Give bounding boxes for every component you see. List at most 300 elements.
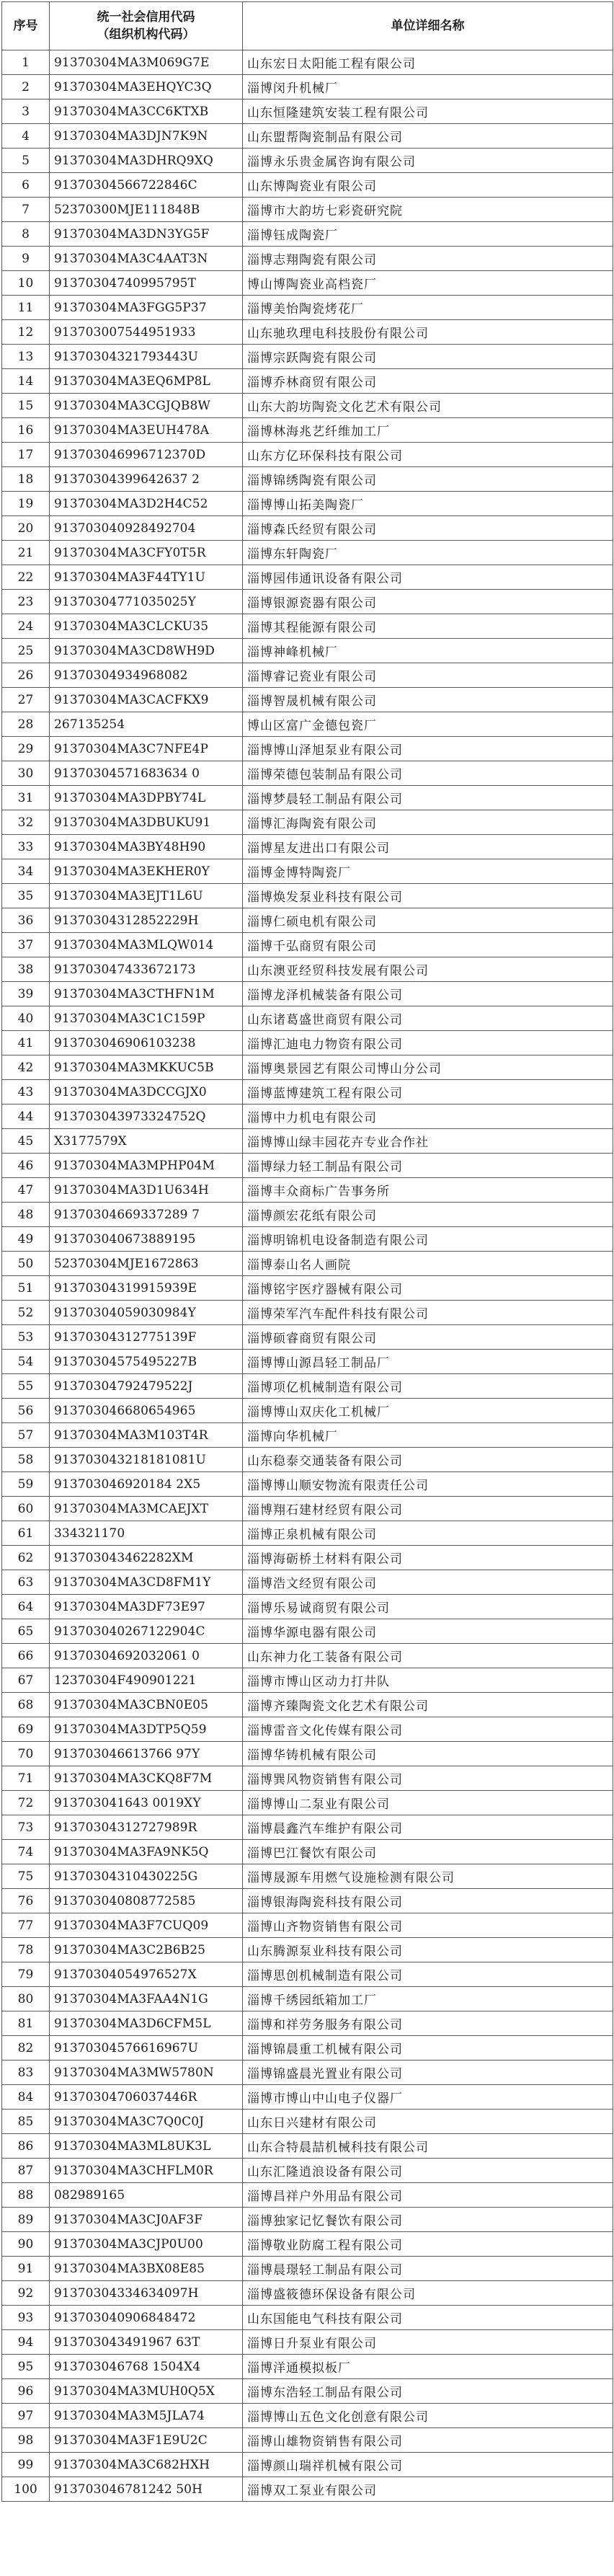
company-name: 淄博丰众商标广告事务所: [243, 1178, 613, 1203]
table-row: [2, 2355, 613, 2379]
company-name: 淄博宗跃陶瓷有限公司: [243, 345, 613, 369]
credit-code: 913703007544951933: [50, 320, 243, 345]
row-number: 3: [2, 99, 50, 124]
row-number: 30: [2, 761, 50, 786]
company-name: 淄博晨璟轻工制品有限公司: [243, 2257, 613, 2281]
credit-code: 91370304MA3EQ6MP8L: [50, 369, 243, 394]
row-number: 50: [2, 1252, 50, 1276]
row-number: 6: [2, 173, 50, 198]
table-row: [2, 1766, 613, 1791]
company-name: 淄博泰山名人画院: [243, 1252, 613, 1276]
company-name: 淄博美怡陶瓷烤花厂: [243, 296, 613, 320]
row-number: 60: [2, 1497, 50, 1521]
table-row: [2, 149, 613, 173]
table-row: [2, 639, 613, 663]
company-name: 淄博正泉机械有限公司: [243, 1521, 613, 1546]
company-name: 山东驰玖理电科技股份有限公司: [243, 320, 613, 345]
row-number: 87: [2, 2159, 50, 2183]
table-row: [2, 737, 613, 761]
row-number: 48: [2, 1203, 50, 1227]
table-row: [2, 2477, 613, 2502]
company-name: 淄博博山拓美陶瓷厂: [243, 492, 613, 516]
credit-code: 91370304MA3D2H4C52: [50, 492, 243, 516]
credit-code: X3177579X: [50, 1129, 243, 1154]
credit-code: 913703040906848472: [50, 2306, 243, 2330]
credit-code: 91370304310430225G: [50, 1864, 243, 1889]
table-row: [2, 50, 613, 75]
row-number: 97: [2, 2404, 50, 2428]
credit-code: 91370304MA3CKQ8F7M: [50, 1766, 243, 1791]
company-name: 淄博荣军汽车配件科技有限公司: [243, 1301, 613, 1325]
row-number: 36: [2, 908, 50, 933]
row-number: 53: [2, 1325, 50, 1350]
table-row: [2, 2281, 613, 2306]
row-number: 20: [2, 516, 50, 541]
company-name: 淄博巽风物资销售有限公司: [243, 1766, 613, 1791]
row-number: 33: [2, 835, 50, 859]
row-number: 73: [2, 1815, 50, 1840]
table-row: [2, 1889, 613, 1913]
company-name: 淄博雷音文化传媒有限公司: [243, 1717, 613, 1742]
row-number: 79: [2, 1962, 50, 1987]
row-number: 8: [2, 222, 50, 247]
table-row: [2, 1472, 613, 1497]
table-row: [2, 688, 613, 712]
row-number: 91: [2, 2257, 50, 2281]
company-name: 淄博龙泽机械装备有限公司: [243, 982, 613, 1006]
credit-code: 082989165: [50, 2183, 243, 2208]
table-row: [2, 1546, 613, 1570]
company-name: 淄博向华机械厂: [243, 1423, 613, 1448]
table-row: [2, 1619, 613, 1644]
credit-code: 913703046781242 50H: [50, 2477, 243, 2502]
company-name: 山东大韵坊陶瓷文化艺术有限公司: [243, 394, 613, 418]
company-name: 淄博奥景园艺有限公司博山分公司: [243, 1055, 613, 1080]
credit-code: 91370304MA3CHFLM0R: [50, 2159, 243, 2183]
credit-code: 91370304MA3MW5780N: [50, 2061, 243, 2085]
table-row: [2, 1840, 613, 1864]
table-row: [2, 2036, 613, 2061]
table-row: [2, 1129, 613, 1154]
table-row: [2, 982, 613, 1006]
table-row: [2, 957, 613, 982]
row-number: 82: [2, 2036, 50, 2061]
company-name: 山东日兴建材有限公司: [243, 2110, 613, 2134]
table-row: [2, 1521, 613, 1546]
row-number: 95: [2, 2355, 50, 2379]
table-row: [2, 761, 613, 786]
credit-code: 91370304MA3D1U634H: [50, 1178, 243, 1203]
credit-code: 91370304MA3C682HXH: [50, 2453, 243, 2477]
company-name: 淄博银海陶瓷科技有限公司: [243, 1889, 613, 1913]
credit-code: 913703046996712370D: [50, 443, 243, 467]
row-number: 77: [2, 1913, 50, 1938]
row-number: 18: [2, 467, 50, 492]
row-number: 58: [2, 1448, 50, 1472]
table-row: [2, 443, 613, 467]
credit-code: 91370304575495227B: [50, 1350, 243, 1374]
company-name: 山东国能电气科技有限公司: [243, 2306, 613, 2330]
company-name: 淄博博山绿丰园花卉专业合作社: [243, 1129, 613, 1154]
header-no: 序号: [2, 2, 50, 50]
credit-code: 91370304399642637 2: [50, 467, 243, 492]
table-row: [2, 1227, 613, 1252]
table-row: [2, 492, 613, 516]
company-name: 淄博博山二泵业有限公司: [243, 1791, 613, 1815]
company-name: 博山区富广金德包瓷厂: [243, 712, 613, 737]
row-number: 99: [2, 2453, 50, 2477]
company-name: 淄博双工泵业有限公司: [243, 2477, 613, 2502]
row-number: 52: [2, 1301, 50, 1325]
table-row: [2, 541, 613, 565]
table-row: [2, 2110, 613, 2134]
table-row: [2, 1962, 613, 1987]
row-number: 7: [2, 198, 50, 222]
row-number: 45: [2, 1129, 50, 1154]
credit-code: 91370304MA3CD8FM1Y: [50, 1570, 243, 1595]
credit-code: 91370304059030984Y: [50, 1301, 243, 1325]
company-name: 淄博博山源昌轻工制品厂: [243, 1350, 613, 1374]
credit-code: 91370304566722846C: [50, 173, 243, 198]
table-row: [2, 1399, 613, 1423]
table-row: [2, 1595, 613, 1619]
company-name: 山东方亿环保科技有限公司: [243, 443, 613, 467]
row-number: 72: [2, 1791, 50, 1815]
company-name: 淄博铭宇医疗器械有限公司: [243, 1276, 613, 1301]
credit-code: 91370304MA3EHQYC3Q: [50, 75, 243, 99]
company-name: 山东汇隆逍浪设备有限公司: [243, 2159, 613, 2183]
row-number: 44: [2, 1105, 50, 1129]
credit-code: 91370304MA3D6CFM5L: [50, 2011, 243, 2036]
row-number: 34: [2, 859, 50, 884]
table-row: [2, 124, 613, 149]
company-name: 淄博巴江餐饮有限公司: [243, 1840, 613, 1864]
table-row: [2, 2085, 613, 2110]
company-name: 淄博锦盛晨光置业有限公司: [243, 2061, 613, 2085]
row-number: 12: [2, 320, 50, 345]
row-number: 41: [2, 1031, 50, 1055]
row-number: 38: [2, 957, 50, 982]
table-row: [2, 1742, 613, 1766]
table-row: [2, 222, 613, 247]
company-name: 淄博其程能源有限公司: [243, 614, 613, 639]
credit-code: 91370304MA3MUH0Q5X: [50, 2379, 243, 2404]
credit-code: 91370304MA3MPHP04M: [50, 1154, 243, 1178]
table-row: [2, 859, 613, 884]
company-name: 淄博晨鑫汽车维护有限公司: [243, 1815, 613, 1840]
table-row: [2, 99, 613, 124]
row-number: 42: [2, 1055, 50, 1080]
credit-code: 91370304571683634 0: [50, 761, 243, 786]
credit-code: 913703046920184 2X5: [50, 1472, 243, 1497]
row-number: 28: [2, 712, 50, 737]
table-row: [2, 394, 613, 418]
row-number: 31: [2, 786, 50, 810]
credit-code: 913703040673889195: [50, 1227, 243, 1252]
company-name: 淄博敬业防腐工程有限公司: [243, 2232, 613, 2257]
row-number: 39: [2, 982, 50, 1006]
credit-code: 91370304MA3C4AAT3N: [50, 247, 243, 271]
row-number: 86: [2, 2134, 50, 2159]
credit-code: 91370304321793443U: [50, 345, 243, 369]
company-name: 淄博市博山中山电子仪器厂: [243, 2085, 613, 2110]
table-row: [2, 1938, 613, 1962]
table-row: [2, 1325, 613, 1350]
company-name: 淄博志翔陶瓷有限公司: [243, 247, 613, 271]
company-name: 淄博神峰机械厂: [243, 639, 613, 663]
row-number: 90: [2, 2232, 50, 2257]
row-number: 57: [2, 1423, 50, 1448]
table-row: [2, 75, 613, 99]
company-name: 淄博硕睿商贸有限公司: [243, 1325, 613, 1350]
company-name: 淄博颜山瑞祥机械有限公司: [243, 2453, 613, 2477]
credit-code: 91370304MA3C2B6B25: [50, 1938, 243, 1962]
credit-code: 91370304MA3CJP0U00: [50, 2232, 243, 2257]
company-name: 淄博浩文经贸有限公司: [243, 1570, 613, 1595]
row-number: 71: [2, 1766, 50, 1791]
row-number: 63: [2, 1570, 50, 1595]
credit-code: 91370304MA3CC6KTXB: [50, 99, 243, 124]
credit-code: 913703043491967 63T: [50, 2330, 243, 2355]
credit-code: 52370300MJE111848B: [50, 198, 243, 222]
row-number: 98: [2, 2428, 50, 2453]
table-row: [2, 1031, 613, 1055]
table-row: [2, 1178, 613, 1203]
table-row: [2, 1570, 613, 1595]
table-row: [2, 271, 613, 296]
company-name: 淄博千绣园纸箱加工厂: [243, 1987, 613, 2011]
company-name: 山东腾源泵业科技有限公司: [243, 1938, 613, 1962]
row-number: 65: [2, 1619, 50, 1644]
credit-code: 91370304MA3C1C159P: [50, 1006, 243, 1031]
company-name: 淄博晟源车用燃气设施检测有限公司: [243, 1864, 613, 1889]
row-number: 49: [2, 1227, 50, 1252]
table-row: [2, 247, 613, 271]
header-code-line1: 统一社会信用代码: [97, 10, 195, 25]
table-row: [2, 1006, 613, 1031]
company-name: 淄博和祥劳务服务有限公司: [243, 2011, 613, 2036]
credit-code: 91370304MA3EUH478A: [50, 418, 243, 443]
table-row: [2, 786, 613, 810]
company-name: 淄博永乐贵金属咨询有限公司: [243, 149, 613, 173]
credit-code: 91370304MA3FA9NK5Q: [50, 1840, 243, 1864]
company-name: 淄博昌祥户外用品有限公司: [243, 2183, 613, 2208]
row-number: 56: [2, 1399, 50, 1423]
company-name: 山东澳亚经贸科技发展有限公司: [243, 957, 613, 982]
row-number: 66: [2, 1644, 50, 1668]
company-name: 淄博智晟机械有限公司: [243, 688, 613, 712]
row-number: 37: [2, 933, 50, 957]
table-row: [2, 345, 613, 369]
company-name: 淄博银源瓷器有限公司: [243, 590, 613, 614]
credit-code: 91370304MA3EJT1L6U: [50, 884, 243, 908]
table-row: [2, 1448, 613, 1472]
company-name: 山东神力化工装备有限公司: [243, 1644, 613, 1668]
table-row: [2, 2011, 613, 2036]
credit-code: 91370304MA3MLQW014: [50, 933, 243, 957]
credit-code: 91370304MA3BY48H90: [50, 835, 243, 859]
credit-code: 91370304MA3CTHFN1M: [50, 982, 243, 1006]
company-name: 淄博齐臻陶瓷文化艺术有限公司: [243, 1693, 613, 1717]
company-name: 淄博星友进出口有限公司: [243, 835, 613, 859]
company-name: 淄博森氏经贸有限公司: [243, 516, 613, 541]
row-number: 85: [2, 2110, 50, 2134]
row-number: 84: [2, 2085, 50, 2110]
table-row: [2, 1080, 613, 1105]
table-row: [2, 835, 613, 859]
table-row: [2, 2134, 613, 2159]
table-header: [2, 2, 613, 50]
company-name: 淄博山齐物资销售有限公司: [243, 1913, 613, 1938]
row-number: 43: [2, 1080, 50, 1105]
credit-code: 91370304MA3EKHER0Y: [50, 859, 243, 884]
table-row: [2, 1423, 613, 1448]
company-name: 淄博睿记瓷业有限公司: [243, 663, 613, 688]
row-number: 100: [2, 2477, 50, 2502]
credit-code: 91370304MA3FGG5P37: [50, 296, 243, 320]
credit-code: 913703043218181081U: [50, 1448, 243, 1472]
row-number: 80: [2, 1987, 50, 2011]
credit-code: 913703043462282XM: [50, 1546, 243, 1570]
credit-code: 91370304MA3DTP5Q59: [50, 1717, 243, 1742]
company-name: 淄博颜宏花纸有限公司: [243, 1203, 613, 1227]
table-row: [2, 1717, 613, 1742]
row-number: 24: [2, 614, 50, 639]
credit-code: 91370304MA3M103T4R: [50, 1423, 243, 1448]
table-row: [2, 810, 613, 835]
table-row: [2, 2404, 613, 2428]
credit-code: 91370304934968082: [50, 663, 243, 688]
credit-code: 91370304MA3DHRQ9XQ: [50, 149, 243, 173]
row-number: 21: [2, 541, 50, 565]
row-number: 92: [2, 2281, 50, 2306]
table-row: [2, 1693, 613, 1717]
table-row: [2, 884, 613, 908]
credit-code: 91370304MA3FAA4N1G: [50, 1987, 243, 2011]
company-name: 淄博博山顺安物流有限责任公司: [243, 1472, 613, 1497]
table-row: [2, 369, 613, 394]
company-name: 淄博山雄物资销售有限公司: [243, 2428, 613, 2453]
table-row: [2, 1644, 613, 1668]
table-row: [2, 933, 613, 957]
credit-code: 913703040808772585: [50, 1889, 243, 1913]
company-name: 淄博闵升机械厂: [243, 75, 613, 99]
company-name: 淄博仁硕电机有限公司: [243, 908, 613, 933]
company-name: 淄博金博特陶瓷厂: [243, 859, 613, 884]
company-name: 淄博林海兆艺纤维加工厂: [243, 418, 613, 443]
row-number: 23: [2, 590, 50, 614]
company-name: 淄博汇迪电力物资有限公司: [243, 1031, 613, 1055]
credit-code: 91370304740995795T: [50, 271, 243, 296]
table-row: [2, 2453, 613, 2477]
company-name: 淄博明锦机电设备制造有限公司: [243, 1227, 613, 1252]
credit-code: 91370304MA3CBN0E05: [50, 1693, 243, 1717]
row-number: 19: [2, 492, 50, 516]
row-number: 94: [2, 2330, 50, 2355]
table-row: [2, 2379, 613, 2404]
table-row: [2, 296, 613, 320]
company-name: 淄博博山双庆化工机械厂: [243, 1399, 613, 1423]
company-name: 淄博市博山区动力打井队: [243, 1668, 613, 1693]
credit-code: 91370304706037446R: [50, 2085, 243, 2110]
credit-code: 91370304MA3MCAEJXT: [50, 1497, 243, 1521]
table-row: [2, 1276, 613, 1301]
row-number: 2: [2, 75, 50, 99]
table-row: [2, 908, 613, 933]
table-row: [2, 2306, 613, 2330]
credit-code: 913703046613766 97Y: [50, 1742, 243, 1766]
company-name: 淄博盛筱德环保设备有限公司: [243, 2281, 613, 2306]
credit-code: 91370304MA3M069G7E: [50, 50, 243, 75]
company-name: 山东诸葛盛世商贸有限公司: [243, 1006, 613, 1031]
company-name: 淄博汇海陶瓷有限公司: [243, 810, 613, 835]
row-number: 88: [2, 2183, 50, 2208]
credit-code: 91370304MA3CJ0AF3F: [50, 2208, 243, 2232]
row-number: 59: [2, 1472, 50, 1497]
credit-code: 91370304576616967U: [50, 2036, 243, 2061]
company-name: 淄博梦晨轻工制品有限公司: [243, 786, 613, 810]
table-row: [2, 2257, 613, 2281]
credit-code: 91370304MA3DPBY74L: [50, 786, 243, 810]
credit-code: 91370304312852229H: [50, 908, 243, 933]
row-number: 67: [2, 1668, 50, 1693]
credit-code: 91370304MA3DBUKU91: [50, 810, 243, 835]
company-name: 山东博陶瓷业有限公司: [243, 173, 613, 198]
credit-code: 91370304MA3MKKUC5B: [50, 1055, 243, 1080]
row-number: 13: [2, 345, 50, 369]
row-number: 47: [2, 1178, 50, 1203]
row-number: 83: [2, 2061, 50, 2085]
table-row: [2, 1668, 613, 1693]
row-number: 32: [2, 810, 50, 835]
credit-code: 91370304MA3DN3YG5F: [50, 222, 243, 247]
table-row: [2, 1301, 613, 1325]
row-number: 64: [2, 1595, 50, 1619]
row-number: 70: [2, 1742, 50, 1766]
company-name: 淄博独家记忆餐饮有限公司: [243, 2208, 613, 2232]
row-number: 29: [2, 737, 50, 761]
credit-code: 91370304MA3CFY0T5R: [50, 541, 243, 565]
company-name: 山东稳泰交通装备有限公司: [243, 1448, 613, 1472]
credit-code: 91370304319915939E: [50, 1276, 243, 1301]
company-name: 淄博洋通模拟板厂: [243, 2355, 613, 2379]
table-row: [2, 467, 613, 492]
credit-code: 91370304MA3CGJQB8W: [50, 394, 243, 418]
company-name: 淄博东轩陶瓷厂: [243, 541, 613, 565]
company-name: 淄博千弘商贸有限公司: [243, 933, 613, 957]
row-number: 81: [2, 2011, 50, 2036]
credit-code: 91370304MA3DCCGJX0: [50, 1080, 243, 1105]
row-number: 40: [2, 1006, 50, 1031]
row-number: 93: [2, 2306, 50, 2330]
table-body: [2, 50, 613, 2502]
row-number: 17: [2, 443, 50, 467]
credit-code: 267135254: [50, 712, 243, 737]
table-row: [2, 173, 613, 198]
table-row: [2, 1791, 613, 1815]
row-number: 54: [2, 1350, 50, 1374]
table-row: [2, 1815, 613, 1840]
row-number: 27: [2, 688, 50, 712]
company-name: 山东合特晨喆机械科技有限公司: [243, 2134, 613, 2159]
table-row: [2, 2330, 613, 2355]
row-number: 61: [2, 1521, 50, 1546]
row-number: 75: [2, 1864, 50, 1889]
table-row: [2, 2183, 613, 2208]
table-row: [2, 1497, 613, 1521]
credit-code: 913703046680654965: [50, 1399, 243, 1423]
row-number: 5: [2, 149, 50, 173]
